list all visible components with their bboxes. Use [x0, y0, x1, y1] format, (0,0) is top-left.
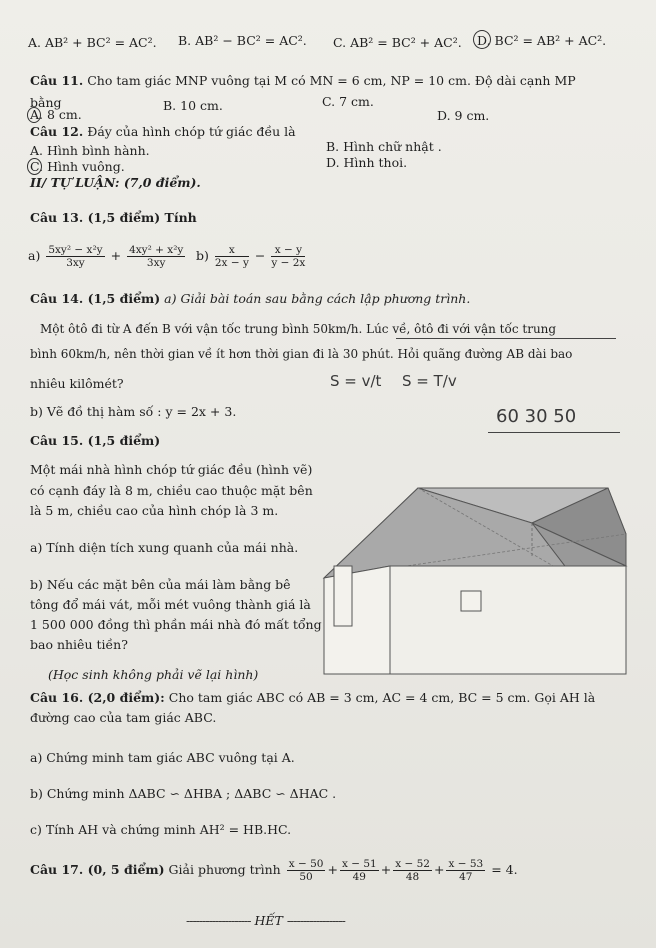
q14-problem-line2: bình 60km/h, nên thời gian về ít hơn thời gian đi là 30 phút. Hỏi quãng đường AB dài bao: [30, 347, 573, 361]
q10-option-b: B. AB² − BC² = AC².: [178, 33, 307, 48]
fraction: $\frac{x - y}{y - 2x}$: [271, 244, 306, 269]
q11-option-d: D. 9 cm.: [437, 108, 490, 123]
q10-option-a: A. AB² + BC² = AC².: [28, 35, 157, 50]
q11-option-c: C. 7 cm.: [322, 94, 374, 109]
house-roof-figure: [320, 468, 630, 678]
fraction: $\frac{x - 53}{47}$: [448, 858, 484, 883]
q11-option-b: B. 10 cm.: [163, 98, 223, 113]
end-marker: -------------------- HẾT ------------------: [186, 913, 345, 928]
q15-line3: là 5 m, chiều cao của hình chóp là 3 m.: [30, 503, 279, 518]
q15-title: Câu 15. (1,5 điểm): [30, 433, 161, 448]
q16-part-b: b) Chứng minh ΔABC ∽ ΔHBA ; ΔABC ∽ ΔHAC .: [30, 786, 337, 801]
q15-part-b-line2: tông đổ mái vát, mỗi mét vuông thành giá là: [30, 597, 311, 612]
q14-title-line: Câu 14. (1,5 điểm) a) Giải bài toán sau bằng cách lập phương trình.: [30, 291, 471, 306]
q17-equation: Câu 17. (0, 5 điểm) Giải phương trình $\frac{x - 50}{50}$ + $\frac{x - 51}{49}$ + $\frac{x - 52}{48}$ + $\frac{x - 53}{47}$ = 4.: [30, 858, 518, 883]
answer-circle-mark: [27, 158, 42, 175]
fraction: $\frac{\text{5xy² − x²y}}{3xy}$: [48, 244, 103, 269]
q11-text: Câu 11. Cho tam giác MNP vuông tại M có MN = 6 cm, NP = 10 cm. Độ dài cạnh MP: [30, 73, 576, 88]
q12-option-c: C. Hình vuông.: [30, 159, 125, 174]
q15-part-a: a) Tính diện tích xung quanh của mái nhà.: [30, 540, 299, 555]
q13-part-b: b) $\frac{x}{2x - y}$ − $\frac{x - y}{y - 2x}$: [196, 244, 306, 269]
fraction: $\frac{x - 50}{50}$: [288, 858, 324, 883]
handwritten-note: 60 30 50: [496, 406, 577, 427]
q16-part-c: c) Tính AH và chứng minh AH² = HB.HC.: [30, 822, 292, 837]
handwritten-note: S = v/t: [330, 372, 382, 390]
fraction: $\frac{x}{2x - y}$: [214, 244, 249, 269]
handwritten-line: [488, 432, 620, 433]
q10-option-c: C. AB² = BC² + AC².: [333, 35, 462, 50]
handwritten-note: S = T/v: [402, 372, 457, 390]
q16-part-a: a) Chứng minh tam giác ABC vuông tại A.: [30, 750, 295, 765]
q16-text: Câu 16. (2,0 điểm): Cho tam giác ABC có AB = 3 cm, AC = 4 cm, BC = 5 cm. Gọi AH là: [30, 690, 596, 705]
q16-continuation: đường cao của tam giác ABC.: [30, 710, 217, 725]
q14-problem-line3: nhiêu kilômét?: [30, 376, 124, 391]
q10-option-d: D. BC² = AB² + AC².: [477, 33, 607, 48]
q12-option-b: B. Hình chữ nhật .: [326, 139, 442, 154]
q15-line1: Một mái nhà hình chóp tứ giác đều (hình vẽ): [30, 462, 313, 477]
q15-note: (Học sinh không phải vẽ lại hình): [48, 667, 259, 682]
q13-part-a: a) $\frac{\text{5xy² − x²y}}{3xy}$ + $\frac{\text{4xy² + x²y}}{3xy}$: [28, 244, 184, 269]
q12-text: Câu 12. Đáy của hình chóp tứ giác đều là: [30, 124, 296, 139]
fraction: $\frac{\text{4xy² + x²y}}{3xy}$: [129, 244, 184, 269]
q13-title: Câu 13. (1,5 điểm) Tính: [30, 210, 197, 225]
fraction: $\frac{x - 51}{49}$: [341, 858, 377, 883]
underline-mark: [396, 338, 616, 339]
q14-part-b: b) Vẽ đồ thị hàm số : y = 2x + 3.: [30, 404, 237, 419]
q15-part-b-line3: 1 500 000 đồng thì phần mái nhà đó mất tổng: [30, 617, 322, 632]
q12-option-d: D. Hình thoi.: [326, 155, 408, 170]
q15-part-b-line1: b) Nếu các mặt bên của mái làm bằng bê: [30, 577, 291, 592]
fraction: $\frac{x - 52}{48}$: [395, 858, 430, 883]
q15-line2: có cạnh đáy là 8 m, chiều cao thuộc mặt bên: [30, 483, 313, 498]
answer-circle-mark: [473, 30, 491, 49]
q14-problem-line1: Một ôtô đi từ A đến B với vận tốc trung bình 50km/h. Lúc về, ôtô đi với vận tốc trung: [40, 322, 557, 336]
q11-option-a: A. 8 cm.: [30, 107, 82, 122]
answer-circle-mark: [27, 107, 41, 123]
q15-part-b-line4: bao nhiêu tiền?: [30, 637, 128, 652]
q12-option-a: A. Hình bình hành.: [30, 143, 150, 158]
q11-continuation: bằng: [30, 95, 62, 110]
section-heading: II/ TỰ LUẬN: (7,0 điểm).: [30, 175, 201, 190]
